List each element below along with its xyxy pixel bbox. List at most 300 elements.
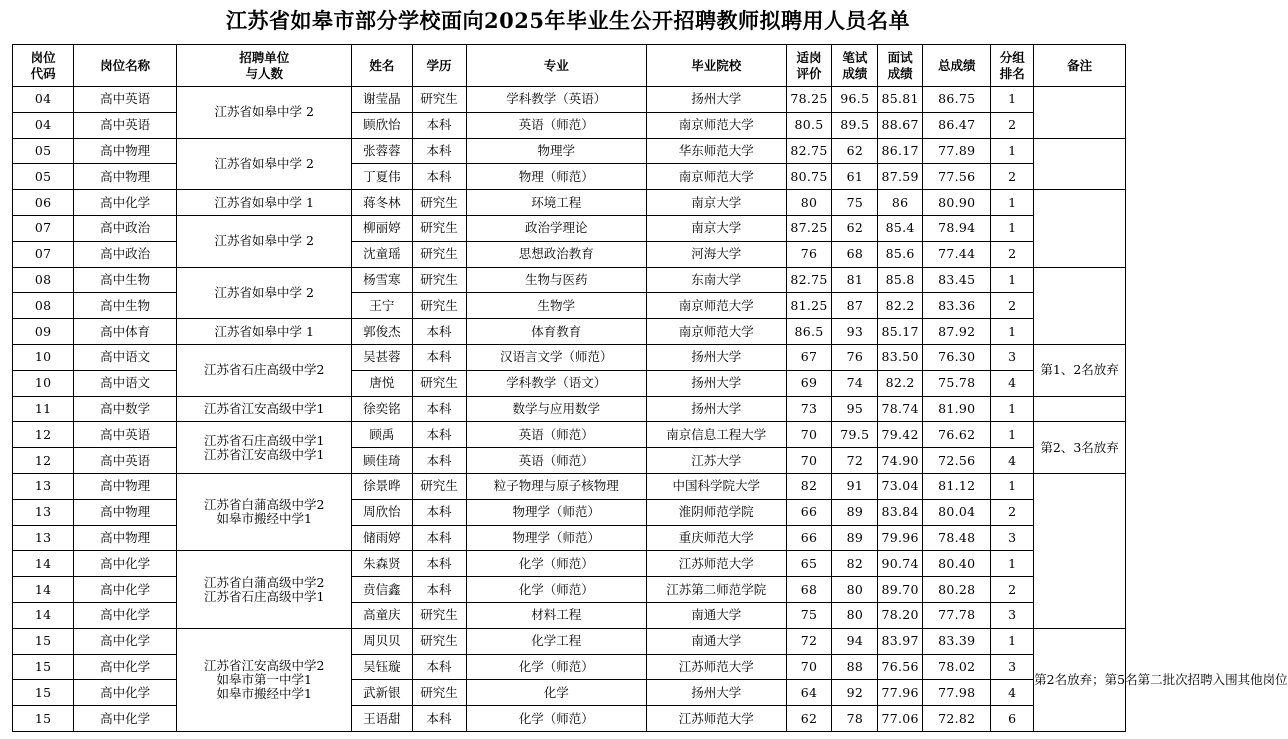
cell-position: 高中数学 xyxy=(74,396,177,422)
cell-position: 高中政治 xyxy=(74,241,177,267)
col-header-remark: 备注 xyxy=(1034,45,1126,87)
cell-interview: 79.96 xyxy=(878,525,923,551)
col-header-rank: 分组 排名 xyxy=(991,45,1034,87)
cell-rank: 3 xyxy=(991,654,1034,680)
cell-code: 04 xyxy=(13,87,74,113)
cell-remark: 第2、3名放弃 xyxy=(1034,422,1126,474)
cell-code: 13 xyxy=(13,473,74,499)
unit-line: 江苏省石庄高级中学1 xyxy=(203,432,325,448)
cell-code: 08 xyxy=(13,267,74,293)
cell-code: 15 xyxy=(13,680,74,706)
cell-code: 10 xyxy=(13,344,74,370)
col-header-total: 总成绩 xyxy=(923,45,991,87)
table-row xyxy=(13,138,1126,164)
cell-rank: 4 xyxy=(991,448,1034,474)
cell-school: 江苏第二师范学院 xyxy=(646,577,786,603)
table-row xyxy=(13,422,1126,448)
cell-degree: 本科 xyxy=(412,164,466,190)
cell-written: 72 xyxy=(832,448,878,474)
cell-interview: 90.74 xyxy=(878,551,923,577)
cell-school: 南京大学 xyxy=(646,215,786,241)
cell-school: 扬州大学 xyxy=(646,370,786,396)
cell-major: 物理（师范） xyxy=(466,164,646,190)
cell-name: 王宁 xyxy=(352,293,412,319)
cell-eval: 70 xyxy=(786,654,832,680)
cell-major: 化学 xyxy=(466,680,646,706)
cell-name: 朱森贤 xyxy=(352,551,412,577)
cell-rank: 6 xyxy=(991,706,1034,732)
cell-major: 物理学（师范） xyxy=(466,499,646,525)
cell-written: 88 xyxy=(832,654,878,680)
cell-name: 周欣怡 xyxy=(352,499,412,525)
unit-line: 江苏省如皋中学 2 xyxy=(214,155,314,171)
table-row xyxy=(13,190,1126,216)
cell-rank: 1 xyxy=(991,267,1034,293)
cell-total: 77.56 xyxy=(923,164,991,190)
cell-written: 62 xyxy=(832,138,878,164)
cell-unit xyxy=(177,396,352,422)
cell-school: 江苏师范大学 xyxy=(646,654,786,680)
cell-interview: 82.2 xyxy=(878,293,923,319)
cell-eval: 80 xyxy=(786,190,832,216)
col-header-major: 专业 xyxy=(466,45,646,87)
cell-eval: 70 xyxy=(786,422,832,448)
cell-degree: 本科 xyxy=(412,706,466,732)
cell-position: 高中化学 xyxy=(74,190,177,216)
cell-eval: 64 xyxy=(786,680,832,706)
cell-written: 62 xyxy=(832,215,878,241)
cell-position: 高中化学 xyxy=(74,628,177,654)
cell-name: 贲信鑫 xyxy=(352,577,412,603)
cell-rank: 4 xyxy=(991,370,1034,396)
cell-major: 英语（师范） xyxy=(466,448,646,474)
cell-written: 80 xyxy=(832,577,878,603)
cell-school: 华东师范大学 xyxy=(646,138,786,164)
col-header-code: 岗位 代码 xyxy=(13,45,74,87)
cell-name: 沈童瑶 xyxy=(352,241,412,267)
cell-written: 95 xyxy=(832,396,878,422)
cell-eval: 72 xyxy=(786,628,832,654)
cell-total: 87.92 xyxy=(923,319,991,345)
col-header-eval: 适岗 评价 xyxy=(786,45,832,87)
cell-remark: 第2名放弃；第5名第二批次招聘入围其他岗位 xyxy=(1034,628,1126,731)
unit-line: 江苏省白蒲高级中学2 xyxy=(203,497,325,513)
cell-interview: 85.8 xyxy=(878,267,923,293)
unit-line: 如皋市搬经中学1 xyxy=(216,511,312,527)
cell-code: 06 xyxy=(13,190,74,216)
cell-name: 丁夏伟 xyxy=(352,164,412,190)
cell-position: 高中化学 xyxy=(74,706,177,732)
cell-major: 数学与应用数学 xyxy=(466,396,646,422)
cell-code: 08 xyxy=(13,293,74,319)
cell-major: 化学（师范） xyxy=(466,706,646,732)
cell-remark xyxy=(1034,267,1126,344)
cell-code: 12 xyxy=(13,448,74,474)
cell-unit xyxy=(177,628,352,731)
cell-written: 61 xyxy=(832,164,878,190)
cell-remark xyxy=(1034,396,1126,422)
unit-line: 如皋市搬经中学1 xyxy=(216,685,312,701)
cell-name: 顾禹 xyxy=(352,422,412,448)
cell-written: 94 xyxy=(832,628,878,654)
cell-rank: 1 xyxy=(991,138,1034,164)
cell-written: 74 xyxy=(832,370,878,396)
cell-major: 学科教学（语文） xyxy=(466,370,646,396)
cell-interview: 78.74 xyxy=(878,396,923,422)
cell-total: 80.40 xyxy=(923,551,991,577)
unit-line: 江苏省如皋中学 1 xyxy=(214,323,314,339)
cell-total: 77.89 xyxy=(923,138,991,164)
cell-position: 高中物理 xyxy=(74,525,177,551)
col-header-unit: 招聘单位 与人数 xyxy=(177,45,352,87)
cell-major: 英语（师范） xyxy=(466,422,646,448)
cell-degree: 本科 xyxy=(412,499,466,525)
cell-code: 14 xyxy=(13,577,74,603)
cell-major: 汉语言文学（师范） xyxy=(466,344,646,370)
cell-eval: 73 xyxy=(786,396,832,422)
unit-line: 江苏省如皋中学 2 xyxy=(214,104,314,120)
cell-total: 81.90 xyxy=(923,396,991,422)
unit-line: 江苏省白蒲高级中学2 xyxy=(203,574,325,590)
cell-written: 76 xyxy=(832,344,878,370)
cell-rank: 2 xyxy=(991,499,1034,525)
cell-code: 15 xyxy=(13,628,74,654)
cell-code: 14 xyxy=(13,602,74,628)
cell-interview: 73.04 xyxy=(878,473,923,499)
cell-position: 高中物理 xyxy=(74,473,177,499)
cell-written: 75 xyxy=(832,190,878,216)
cell-code: 13 xyxy=(13,499,74,525)
cell-remark xyxy=(1034,473,1126,628)
unit-line: 江苏省如皋中学 1 xyxy=(214,194,314,210)
cell-rank: 1 xyxy=(991,215,1034,241)
cell-school: 南京师范大学 xyxy=(646,112,786,138)
cell-degree: 研究生 xyxy=(412,87,466,113)
cell-school: 扬州大学 xyxy=(646,680,786,706)
cell-major: 化学工程 xyxy=(466,628,646,654)
cell-degree: 研究生 xyxy=(412,680,466,706)
cell-position: 高中物理 xyxy=(74,164,177,190)
cell-position: 高中语文 xyxy=(74,370,177,396)
cell-rank: 1 xyxy=(991,190,1034,216)
cell-school: 南京师范大学 xyxy=(646,293,786,319)
cell-remark xyxy=(1034,138,1126,190)
cell-rank: 1 xyxy=(991,319,1034,345)
cell-interview: 85.4 xyxy=(878,215,923,241)
cell-total: 80.28 xyxy=(923,577,991,603)
cell-eval: 80.75 xyxy=(786,164,832,190)
cell-position: 高中英语 xyxy=(74,112,177,138)
cell-school: 中国科学院大学 xyxy=(646,473,786,499)
cell-position: 高中政治 xyxy=(74,215,177,241)
cell-eval: 86.5 xyxy=(786,319,832,345)
cell-code: 07 xyxy=(13,215,74,241)
cell-name: 谢莹晶 xyxy=(352,87,412,113)
cell-position: 高中语文 xyxy=(74,344,177,370)
cell-eval: 66 xyxy=(786,525,832,551)
cell-rank: 3 xyxy=(991,602,1034,628)
cell-eval: 75 xyxy=(786,602,832,628)
cell-interview: 85.81 xyxy=(878,87,923,113)
cell-school: 东南大学 xyxy=(646,267,786,293)
col-header-written: 笔试 成绩 xyxy=(832,45,878,87)
cell-eval: 70 xyxy=(786,448,832,474)
cell-degree: 研究生 xyxy=(412,628,466,654)
cell-degree: 研究生 xyxy=(412,370,466,396)
cell-written: 78 xyxy=(832,706,878,732)
cell-degree: 研究生 xyxy=(412,267,466,293)
cell-major: 生物与医药 xyxy=(466,267,646,293)
cell-rank: 2 xyxy=(991,112,1034,138)
cell-total: 72.82 xyxy=(923,706,991,732)
cell-school: 南通大学 xyxy=(646,602,786,628)
cell-degree: 研究生 xyxy=(412,602,466,628)
cell-position: 高中化学 xyxy=(74,551,177,577)
cell-position: 高中物理 xyxy=(74,499,177,525)
cell-degree: 本科 xyxy=(412,577,466,603)
cell-major: 化学（师范） xyxy=(466,577,646,603)
cell-total: 78.94 xyxy=(923,215,991,241)
cell-total: 83.36 xyxy=(923,293,991,319)
cell-degree: 本科 xyxy=(412,551,466,577)
cell-name: 柳丽婷 xyxy=(352,215,412,241)
cell-name: 高童庆 xyxy=(352,602,412,628)
cell-interview: 88.67 xyxy=(878,112,923,138)
cell-school: 扬州大学 xyxy=(646,344,786,370)
cell-school: 扬州大学 xyxy=(646,87,786,113)
cell-rank: 1 xyxy=(991,473,1034,499)
cell-interview: 89.70 xyxy=(878,577,923,603)
cell-eval: 69 xyxy=(786,370,832,396)
cell-total: 80.90 xyxy=(923,190,991,216)
cell-interview: 86 xyxy=(878,190,923,216)
cell-interview: 82.2 xyxy=(878,370,923,396)
cell-rank: 2 xyxy=(991,577,1034,603)
cell-eval: 68 xyxy=(786,577,832,603)
cell-school: 扬州大学 xyxy=(646,396,786,422)
cell-major: 化学（师范） xyxy=(466,551,646,577)
unit-line: 江苏省如皋中学 2 xyxy=(214,233,314,249)
cell-interview: 86.17 xyxy=(878,138,923,164)
cell-degree: 研究生 xyxy=(412,215,466,241)
cell-written: 89.5 xyxy=(832,112,878,138)
cell-remark xyxy=(1034,87,1126,139)
cell-eval: 65 xyxy=(786,551,832,577)
cell-degree: 研究生 xyxy=(412,190,466,216)
cell-school: 江苏大学 xyxy=(646,448,786,474)
cell-rank: 2 xyxy=(991,293,1034,319)
cell-unit xyxy=(177,422,352,474)
table-row xyxy=(13,215,1126,241)
cell-code: 05 xyxy=(13,138,74,164)
cell-name: 唐悦 xyxy=(352,370,412,396)
cell-eval: 62 xyxy=(786,706,832,732)
cell-school: 南京信息工程大学 xyxy=(646,422,786,448)
cell-interview: 83.84 xyxy=(878,499,923,525)
cell-rank: 1 xyxy=(991,396,1034,422)
cell-eval: 78.25 xyxy=(786,87,832,113)
cell-written: 79.5 xyxy=(832,422,878,448)
cell-name: 储雨婷 xyxy=(352,525,412,551)
cell-interview: 87.59 xyxy=(878,164,923,190)
cell-code: 13 xyxy=(13,525,74,551)
cell-major: 体育教育 xyxy=(466,319,646,345)
cell-school: 重庆师范大学 xyxy=(646,525,786,551)
cell-written: 96.5 xyxy=(832,87,878,113)
cell-written: 89 xyxy=(832,499,878,525)
cell-rank: 3 xyxy=(991,525,1034,551)
cell-major: 学科教学（英语） xyxy=(466,87,646,113)
unit-line: 江苏省江安高级中学1 xyxy=(203,400,325,416)
cell-name: 杨雪寒 xyxy=(352,267,412,293)
cell-position: 高中英语 xyxy=(74,87,177,113)
cell-degree: 本科 xyxy=(412,525,466,551)
col-header-school: 毕业院校 xyxy=(646,45,786,87)
cell-written: 68 xyxy=(832,241,878,267)
col-header-interview: 面试 成绩 xyxy=(878,45,923,87)
cell-total: 77.98 xyxy=(923,680,991,706)
cell-written: 91 xyxy=(832,473,878,499)
cell-name: 徐景晔 xyxy=(352,473,412,499)
col-header-position: 岗位名称 xyxy=(74,45,177,87)
cell-total: 86.47 xyxy=(923,112,991,138)
cell-name: 蒋冬林 xyxy=(352,190,412,216)
cell-unit xyxy=(177,215,352,267)
cell-unit xyxy=(177,319,352,345)
table-row xyxy=(13,396,1126,422)
cell-written: 89 xyxy=(832,525,878,551)
cell-unit xyxy=(177,190,352,216)
cell-code: 14 xyxy=(13,551,74,577)
cell-school: 江苏师范大学 xyxy=(646,706,786,732)
cell-name: 郭俊杰 xyxy=(352,319,412,345)
cell-eval: 82 xyxy=(786,473,832,499)
cell-school: 南通大学 xyxy=(646,628,786,654)
cell-code: 05 xyxy=(13,164,74,190)
cell-interview: 77.06 xyxy=(878,706,923,732)
cell-rank: 2 xyxy=(991,241,1034,267)
cell-major: 粒子物理与原子核物理 xyxy=(466,473,646,499)
cell-written: 92 xyxy=(832,680,878,706)
cell-code: 15 xyxy=(13,654,74,680)
cell-code: 11 xyxy=(13,396,74,422)
cell-position: 高中体育 xyxy=(74,319,177,345)
cell-school: 南京大学 xyxy=(646,190,786,216)
cell-written: 81 xyxy=(832,267,878,293)
cell-name: 张蓉蓉 xyxy=(352,138,412,164)
cell-degree: 本科 xyxy=(412,422,466,448)
cell-interview: 76.56 xyxy=(878,654,923,680)
cell-rank: 1 xyxy=(991,628,1034,654)
cell-total: 83.39 xyxy=(923,628,991,654)
cell-rank: 4 xyxy=(991,680,1034,706)
table-row xyxy=(13,473,1126,499)
table-row xyxy=(13,551,1126,577)
cell-rank: 1 xyxy=(991,422,1034,448)
cell-eval: 76 xyxy=(786,241,832,267)
cell-position: 高中化学 xyxy=(74,680,177,706)
cell-major: 环境工程 xyxy=(466,190,646,216)
cell-eval: 66 xyxy=(786,499,832,525)
table-header-row xyxy=(13,45,1126,87)
cell-eval: 67 xyxy=(786,344,832,370)
cell-name: 吴钰璇 xyxy=(352,654,412,680)
cell-total: 75.78 xyxy=(923,370,991,396)
cell-major: 英语（师范） xyxy=(466,112,646,138)
cell-major: 化学（师范） xyxy=(466,654,646,680)
cell-position: 高中生物 xyxy=(74,293,177,319)
cell-total: 81.12 xyxy=(923,473,991,499)
cell-degree: 研究生 xyxy=(412,473,466,499)
cell-total: 77.44 xyxy=(923,241,991,267)
cell-rank: 3 xyxy=(991,344,1034,370)
cell-degree: 本科 xyxy=(412,448,466,474)
unit-line: 江苏省江安高级中学1 xyxy=(203,446,325,462)
cell-school: 江苏师范大学 xyxy=(646,551,786,577)
cell-total: 77.78 xyxy=(923,602,991,628)
col-header-degree: 学历 xyxy=(412,45,466,87)
cell-degree: 研究生 xyxy=(412,293,466,319)
cell-interview: 78.20 xyxy=(878,602,923,628)
table-row xyxy=(13,87,1126,113)
table-row xyxy=(13,628,1126,654)
cell-code: 04 xyxy=(13,112,74,138)
cell-total: 80.04 xyxy=(923,499,991,525)
cell-code: 09 xyxy=(13,319,74,345)
cell-code: 15 xyxy=(13,706,74,732)
cell-position: 高中英语 xyxy=(74,422,177,448)
cell-major: 材料工程 xyxy=(466,602,646,628)
cell-eval: 82.75 xyxy=(786,267,832,293)
cell-code: 10 xyxy=(13,370,74,396)
cell-total: 86.75 xyxy=(923,87,991,113)
cell-written: 82 xyxy=(832,551,878,577)
unit-line: 江苏省江安高级中学2 xyxy=(203,657,325,673)
cell-school: 南京师范大学 xyxy=(646,319,786,345)
cell-eval: 80.5 xyxy=(786,112,832,138)
cell-written: 93 xyxy=(832,319,878,345)
cell-unit xyxy=(177,473,352,550)
hire-roster-table xyxy=(12,44,1288,732)
cell-major: 政治学理论 xyxy=(466,215,646,241)
table-row xyxy=(13,267,1126,293)
cell-written: 80 xyxy=(832,602,878,628)
cell-total: 83.45 xyxy=(923,267,991,293)
cell-major: 生物学 xyxy=(466,293,646,319)
cell-rank: 1 xyxy=(991,87,1034,113)
cell-position: 高中物理 xyxy=(74,138,177,164)
cell-name: 周贝贝 xyxy=(352,628,412,654)
cell-interview: 85.17 xyxy=(878,319,923,345)
cell-school: 南京师范大学 xyxy=(646,164,786,190)
cell-unit xyxy=(177,344,352,396)
cell-degree: 本科 xyxy=(412,112,466,138)
cell-position: 高中化学 xyxy=(74,602,177,628)
cell-major: 物理学 xyxy=(466,138,646,164)
cell-degree: 本科 xyxy=(412,138,466,164)
cell-position: 高中生物 xyxy=(74,267,177,293)
cell-interview: 79.42 xyxy=(878,422,923,448)
cell-school: 淮阴师范学院 xyxy=(646,499,786,525)
cell-degree: 本科 xyxy=(412,344,466,370)
cell-eval: 82.75 xyxy=(786,138,832,164)
cell-unit xyxy=(177,87,352,139)
cell-major: 思想政治教育 xyxy=(466,241,646,267)
unit-line: 江苏省石庄高级中学1 xyxy=(203,588,325,604)
cell-degree: 研究生 xyxy=(412,241,466,267)
table-row xyxy=(13,319,1126,345)
cell-total: 76.62 xyxy=(923,422,991,448)
